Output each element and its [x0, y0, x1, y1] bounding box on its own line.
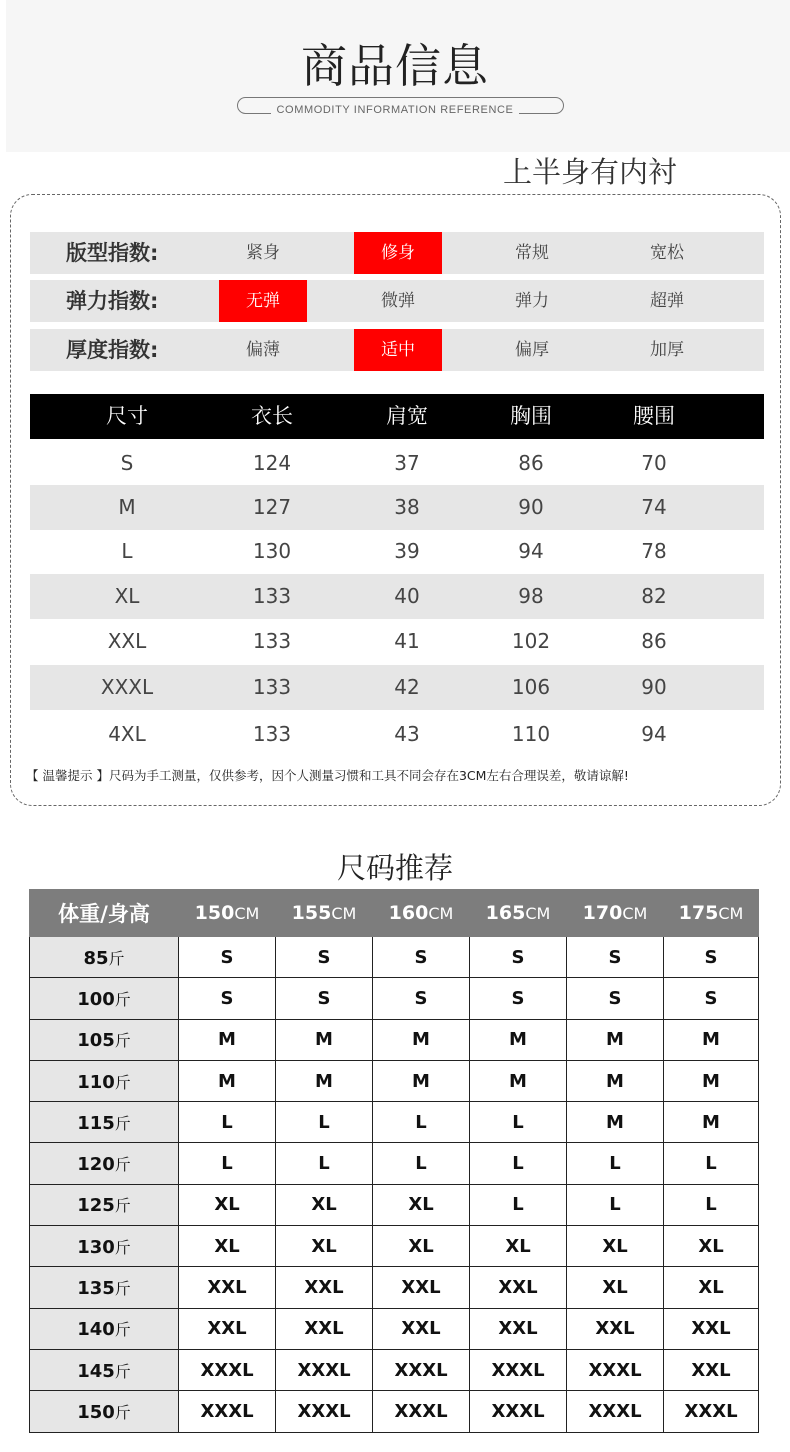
size-cell: 133: [252, 675, 292, 699]
recommend-size-cell: M: [567, 1060, 664, 1101]
size-cell: 127: [252, 495, 292, 519]
recommend-size-cell: XXL: [567, 1308, 664, 1349]
recommend-size-cell: XXXL: [276, 1349, 373, 1390]
recommend-row: [30, 937, 759, 978]
size-cell: 102: [511, 629, 551, 653]
weight-cell: [30, 1267, 179, 1308]
recommend-size-cell: XXL: [470, 1267, 567, 1308]
recommend-size-cell: XXL: [276, 1267, 373, 1308]
weight-unit: 斤: [114, 1113, 131, 1133]
recommend-size-cell: XL: [179, 1226, 276, 1267]
size-cell: XXXL: [100, 675, 154, 699]
recommend-table: [29, 889, 759, 1433]
recommend-size-cell: XL: [276, 1226, 373, 1267]
height-header-cell: [470, 890, 567, 937]
weight-unit: 斤: [114, 1237, 131, 1257]
recommend-size-cell: XXL: [664, 1349, 759, 1390]
recommend-size-cell: S: [567, 978, 664, 1019]
height-header-cell: [276, 890, 373, 937]
recommend-size-cell: L: [179, 1102, 276, 1143]
recommend-size-cell: M: [470, 1060, 567, 1101]
recommend-size-cell: L: [179, 1143, 276, 1184]
weight-unit: 斤: [114, 1031, 131, 1051]
size-cell: XL: [114, 584, 140, 608]
recommend-size-cell: M: [567, 1102, 664, 1143]
recommend-size-cell: M: [664, 1102, 759, 1143]
recommend-size-cell: M: [373, 1060, 470, 1101]
size-cell: 37: [394, 451, 420, 475]
weight-unit: 斤: [114, 1361, 131, 1381]
weight-cell: [30, 1102, 179, 1143]
index-option: 宽松: [650, 243, 684, 263]
lining-note: 上半身有内衬: [503, 155, 678, 189]
weight-value: 100: [77, 988, 115, 1010]
recommend-size-cell: XXL: [179, 1308, 276, 1349]
height-unit: CM: [622, 904, 648, 923]
size-cell: 78: [641, 539, 667, 563]
recommend-size-cell: XL: [373, 1226, 470, 1267]
recommend-size-cell: XXL: [373, 1267, 470, 1308]
size-cell: 133: [252, 584, 292, 608]
recommend-header-row: [30, 890, 759, 937]
recommend-size-cell: M: [567, 1019, 664, 1060]
height-header-cell: [567, 890, 664, 937]
recommend-row: [30, 1102, 759, 1143]
size-cell: 124: [252, 451, 292, 475]
height-header-cell: [664, 890, 759, 937]
height-value: 160: [388, 902, 429, 924]
size-cell: 40: [394, 584, 420, 608]
size-cell: 86: [518, 451, 544, 475]
size-cell: 98: [518, 584, 544, 608]
size-cell: 110: [511, 722, 551, 746]
weight-unit: 斤: [114, 1402, 131, 1422]
size-cell: 41: [394, 629, 420, 653]
weight-value: 135: [77, 1278, 115, 1300]
height-value: 175: [678, 902, 719, 924]
recommend-row: [30, 1308, 759, 1349]
recommend-size-cell: L: [470, 1143, 567, 1184]
recommend-size-cell: XXL: [179, 1267, 276, 1308]
size-cell: 90: [518, 495, 544, 519]
weight-value: 150: [77, 1401, 115, 1423]
recommend-size-cell: S: [567, 937, 664, 978]
recommend-size-cell: XL: [664, 1226, 759, 1267]
weight-unit: 斤: [114, 1320, 131, 1340]
recommend-size-cell: S: [373, 937, 470, 978]
recommend-row: [30, 1226, 759, 1267]
size-cell: 43: [394, 722, 420, 746]
size-cell: 39: [394, 539, 420, 563]
recommend-row: [30, 1349, 759, 1390]
size-table-row: [30, 485, 764, 530]
size-table-row: [30, 529, 764, 574]
recommend-size-cell: L: [567, 1143, 664, 1184]
height-value: 150: [194, 902, 235, 924]
recommend-row: [30, 1019, 759, 1060]
recommend-row: [30, 1143, 759, 1184]
recommend-size-cell: XXXL: [373, 1349, 470, 1390]
index-option: 偏薄: [246, 340, 280, 360]
index-option: 超弹: [650, 291, 684, 311]
height-header-cell: [373, 890, 470, 937]
size-cell: XXL: [107, 629, 147, 653]
index-option: 紧身: [246, 243, 280, 263]
recommend-size-cell: S: [664, 978, 759, 1019]
measurement-tip: 【 温馨提示 】尺码为手工测量，仅供参考，因个人测量习惯和工具不同会存在3CM左右合理误差，敬请谅解!: [26, 768, 629, 783]
index-option: 常规: [515, 243, 549, 263]
weight-value: 125: [77, 1195, 115, 1217]
height-unit: CM: [718, 904, 744, 923]
size-cell: 94: [641, 722, 667, 746]
size-cell: 86: [641, 629, 667, 653]
size-cell: 94: [518, 539, 544, 563]
recommend-size-cell: XXXL: [179, 1349, 276, 1390]
size-cell: 133: [252, 722, 292, 746]
recommend-size-cell: XXXL: [664, 1391, 759, 1432]
size-cell: 42: [394, 675, 420, 699]
size-cell: 38: [394, 495, 420, 519]
size-table-row: [30, 712, 764, 757]
size-table-row: [30, 441, 764, 486]
recommend-size-cell: XXXL: [567, 1349, 664, 1390]
recommend-size-cell: M: [276, 1019, 373, 1060]
size-table-header: [30, 394, 764, 439]
recommend-size-cell: L: [664, 1184, 759, 1225]
weight-cell: [30, 1019, 179, 1060]
recommend-size-cell: XXL: [373, 1308, 470, 1349]
recommend-size-cell: S: [276, 937, 373, 978]
index-row: [30, 280, 764, 322]
recommend-size-cell: S: [276, 978, 373, 1019]
recommend-row: [30, 1391, 759, 1432]
height-header-cell: [179, 890, 276, 937]
recommend-size-cell: L: [664, 1143, 759, 1184]
index-option-selected: 适中: [354, 329, 442, 371]
size-header-cell: 衣长: [251, 404, 293, 428]
size-header-cell: 肩宽: [386, 404, 428, 428]
weight-unit: 斤: [114, 1072, 131, 1092]
index-row: [30, 329, 764, 371]
size-cell: 82: [641, 584, 667, 608]
size-table-row: [30, 574, 764, 619]
index-option: 偏厚: [515, 340, 549, 360]
recommend-size-cell: M: [664, 1019, 759, 1060]
index-option: 加厚: [650, 340, 684, 360]
height-unit: CM: [234, 904, 260, 923]
recommend-size-cell: M: [470, 1019, 567, 1060]
size-header-cell: 腰围: [633, 404, 675, 428]
recommend-size-cell: XL: [664, 1267, 759, 1308]
weight-unit: 斤: [114, 1196, 131, 1216]
size-cell: 133: [252, 629, 292, 653]
index-label: 厚度指数:: [66, 338, 159, 362]
index-label: 弹力指数:: [66, 289, 159, 313]
weight-cell: [30, 1308, 179, 1349]
weight-cell: [30, 937, 179, 978]
recommend-size-cell: XL: [373, 1184, 470, 1225]
weight-cell: [30, 1060, 179, 1101]
recommend-size-cell: XL: [567, 1267, 664, 1308]
size-cell: 106: [511, 675, 551, 699]
index-option-selected: 修身: [354, 232, 442, 274]
index-option-selected: 无弹: [219, 280, 307, 322]
recommend-size-cell: L: [276, 1143, 373, 1184]
height-value: 155: [291, 902, 332, 924]
height-unit: CM: [525, 904, 551, 923]
recommend-size-cell: XXL: [276, 1308, 373, 1349]
recommend-size-cell: M: [276, 1060, 373, 1101]
weight-cell: [30, 1184, 179, 1225]
recommend-title: 尺码推荐: [336, 851, 453, 885]
recommend-size-cell: XXXL: [373, 1391, 470, 1432]
weight-cell: [30, 978, 179, 1019]
recommend-size-cell: S: [179, 937, 276, 978]
size-table-row: [30, 665, 764, 710]
subtitle-label: COMMODITY INFORMATION REFERENCE: [271, 104, 520, 116]
recommend-size-cell: XXL: [470, 1308, 567, 1349]
height-unit: CM: [331, 904, 357, 923]
height-unit: CM: [428, 904, 454, 923]
recommend-size-cell: XXXL: [179, 1391, 276, 1432]
recommend-size-cell: M: [373, 1019, 470, 1060]
size-cell: 130: [252, 539, 292, 563]
weight-value: 140: [77, 1319, 115, 1341]
index-row: [30, 232, 764, 274]
weight-value: 120: [77, 1154, 115, 1176]
weight-cell: [30, 1226, 179, 1267]
recommend-size-cell: M: [179, 1060, 276, 1101]
recommend-size-cell: L: [470, 1184, 567, 1225]
weight-value: 130: [77, 1236, 115, 1258]
recommend-size-cell: XXXL: [470, 1349, 567, 1390]
weight-unit: 斤: [114, 1279, 131, 1299]
height-value: 165: [485, 902, 526, 924]
size-cell: 90: [641, 675, 667, 699]
recommend-size-cell: XL: [470, 1226, 567, 1267]
index-label: 版型指数:: [66, 241, 159, 265]
recommend-size-cell: S: [179, 978, 276, 1019]
size-cell: L: [121, 539, 133, 563]
recommend-row: [30, 1267, 759, 1308]
weight-value: 145: [77, 1360, 115, 1382]
size-cell: M: [118, 495, 136, 519]
size-cell: S: [120, 451, 134, 475]
recommend-size-cell: L: [373, 1143, 470, 1184]
size-header-cell: 尺寸: [106, 404, 148, 428]
recommend-size-cell: XXXL: [567, 1391, 664, 1432]
size-header-cell: 胸围: [510, 404, 552, 428]
recommend-size-cell: S: [664, 937, 759, 978]
recommend-size-cell: XL: [179, 1184, 276, 1225]
recommend-corner-cell: 体重/身高: [30, 890, 179, 937]
weight-unit: 斤: [114, 989, 131, 1009]
size-cell: 70: [641, 451, 667, 475]
index-option: 弹力: [515, 291, 549, 311]
index-option: 微弹: [381, 291, 415, 311]
recommend-row: [30, 978, 759, 1019]
recommend-row: [30, 1060, 759, 1101]
recommend-size-cell: L: [276, 1102, 373, 1143]
recommend-size-cell: XXL: [664, 1308, 759, 1349]
weight-unit: 斤: [108, 948, 125, 968]
size-table-row: [30, 619, 764, 664]
recommend-size-cell: XXXL: [276, 1391, 373, 1432]
weight-value: 115: [77, 1112, 115, 1134]
recommend-size-cell: L: [567, 1184, 664, 1225]
recommend-size-cell: XL: [567, 1226, 664, 1267]
recommend-size-cell: S: [470, 937, 567, 978]
recommend-size-cell: M: [179, 1019, 276, 1060]
recommend-size-cell: L: [470, 1102, 567, 1143]
recommend-size-cell: M: [664, 1060, 759, 1101]
recommend-size-cell: S: [470, 978, 567, 1019]
weight-value: 110: [77, 1071, 115, 1093]
page-title: 商品信息: [301, 39, 489, 93]
size-cell: 74: [641, 495, 667, 519]
recommend-size-cell: XL: [276, 1184, 373, 1225]
weight-cell: [30, 1143, 179, 1184]
recommend-row: [30, 1184, 759, 1225]
weight-cell: [30, 1349, 179, 1390]
weight-value: 85: [83, 947, 109, 969]
height-value: 170: [582, 902, 623, 924]
recommend-size-cell: XXXL: [470, 1391, 567, 1432]
subtitle: [0, 104, 790, 116]
recommend-size-cell: S: [373, 978, 470, 1019]
weight-cell: [30, 1391, 179, 1432]
weight-unit: 斤: [114, 1155, 131, 1175]
weight-value: 105: [77, 1030, 115, 1052]
recommend-size-cell: L: [373, 1102, 470, 1143]
size-cell: 4XL: [108, 722, 146, 746]
